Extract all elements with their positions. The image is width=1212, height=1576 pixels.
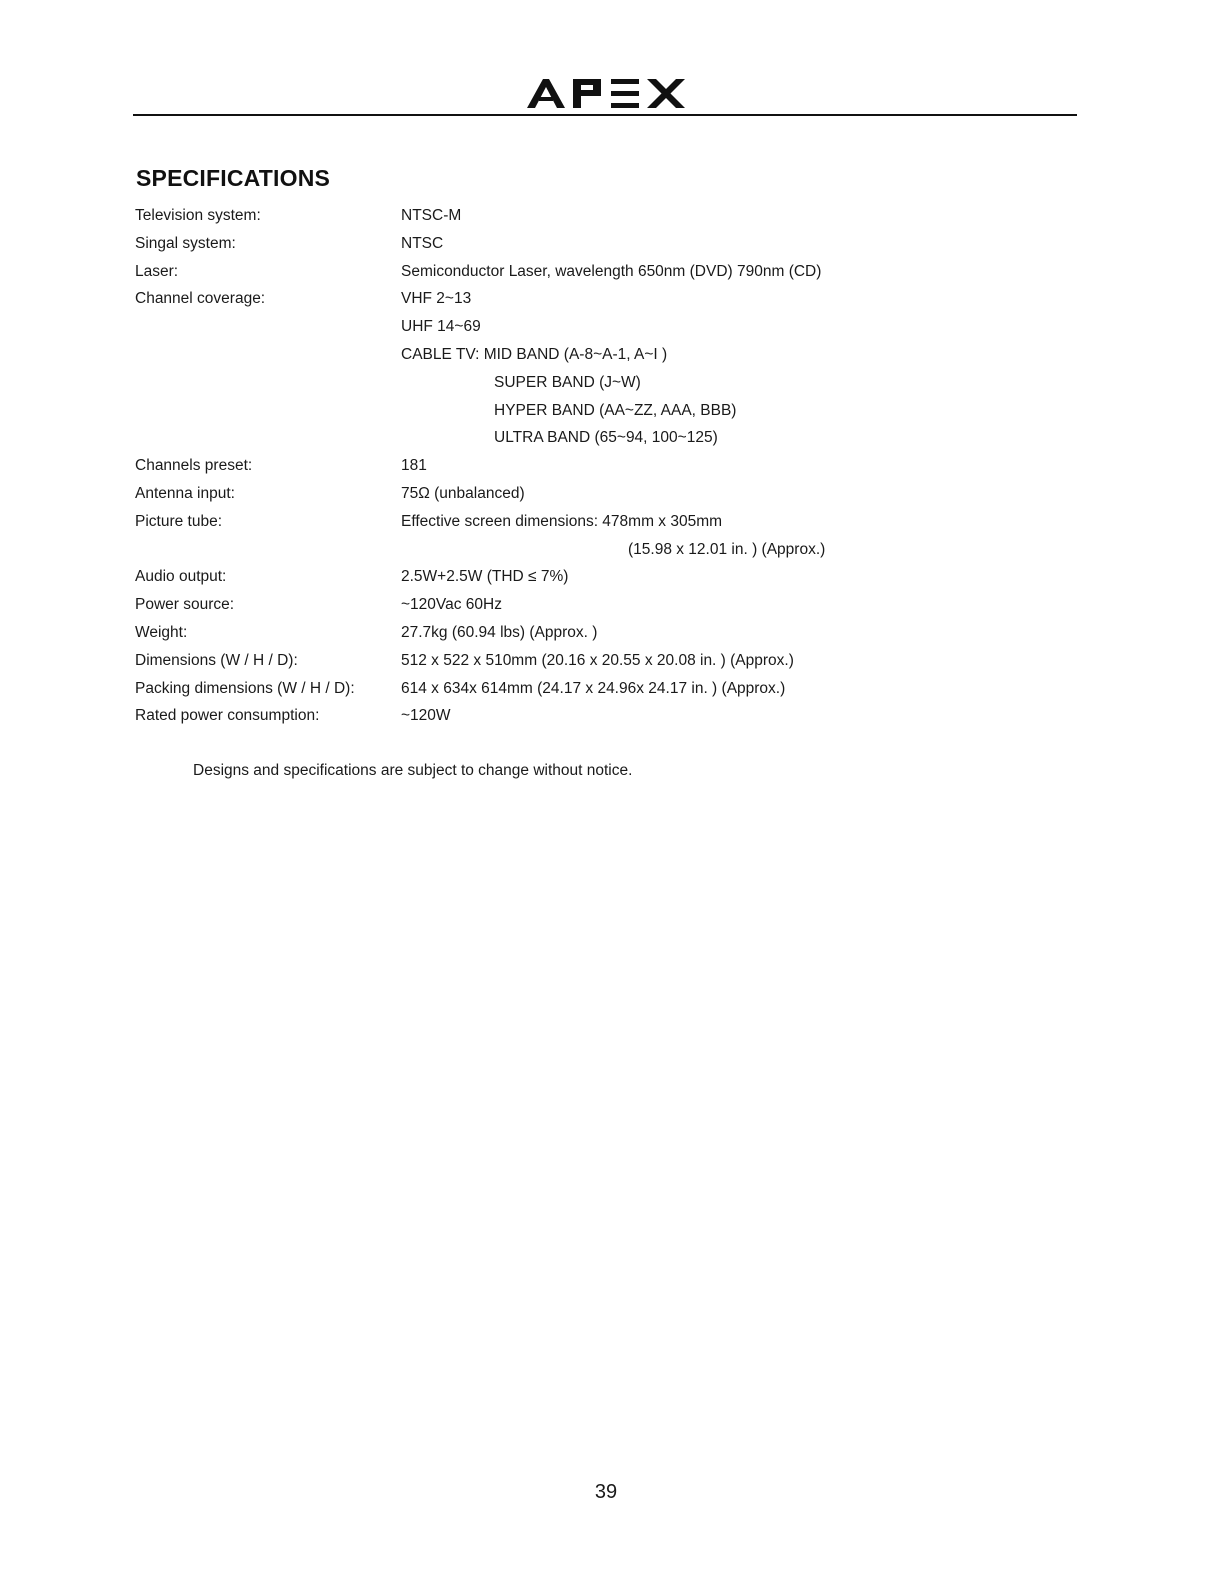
spec-label: Power source: bbox=[135, 596, 235, 614]
spec-label: Weight: bbox=[135, 623, 188, 641]
page-title: SPECIFICATIONS bbox=[136, 165, 331, 191]
spec-row bbox=[135, 510, 995, 538]
spec-row bbox=[135, 260, 995, 288]
spec-row bbox=[135, 454, 995, 482]
spec-label: Laser: bbox=[135, 262, 179, 280]
spec-value: ~120Vac 60Hz bbox=[401, 596, 502, 614]
spec-value: 75Ω (unbalanced) bbox=[401, 484, 525, 502]
spec-value: Effective screen dimensions: 478mm x 305mm bbox=[401, 512, 723, 530]
spec-row bbox=[135, 677, 995, 705]
spec-value: UHF 14~69 bbox=[401, 318, 481, 336]
spec-row bbox=[135, 371, 995, 399]
spec-row bbox=[135, 649, 995, 677]
spec-label: Television system: bbox=[135, 207, 261, 224]
spec-row bbox=[135, 426, 995, 454]
spec-value: 614 x 634x 614mm (24.17 x 24.96x 24.17 in. ) (Approx.) bbox=[401, 679, 786, 697]
spec-value: ~120W bbox=[401, 707, 451, 725]
spec-row bbox=[135, 287, 995, 315]
spec-value: SUPER BAND (J~W) bbox=[494, 373, 641, 391]
spec-row bbox=[135, 315, 995, 343]
disclaimer-note: Designs and specifications are subject to change without notice. bbox=[193, 762, 633, 779]
apex-logo bbox=[525, 76, 687, 110]
spec-row bbox=[135, 565, 995, 593]
spec-value: CABLE TV: MID BAND (A-8~A-1, A~I ) bbox=[401, 345, 668, 363]
spec-label: Picture tube: bbox=[135, 512, 223, 530]
spec-label: Channels preset: bbox=[135, 457, 253, 475]
spec-row bbox=[135, 399, 995, 427]
spec-value: NTSC-M bbox=[401, 207, 462, 224]
spec-row bbox=[135, 621, 995, 649]
spec-value: 512 x 522 x 510mm (20.16 x 20.55 x 20.08 in. ) (Approx.) bbox=[401, 651, 794, 669]
spec-label: Rated power consumption: bbox=[135, 707, 320, 725]
spec-value: 27.7kg (60.94 lbs) (Approx. ) bbox=[401, 623, 598, 641]
spec-value: ULTRA BAND (65~94, 100~125) bbox=[494, 429, 718, 447]
spec-value: HYPER BAND (AA~ZZ, AAA, BBB) bbox=[494, 401, 737, 419]
header-rule bbox=[133, 114, 1077, 116]
spec-value: Semiconductor Laser, wavelength 650nm (DVD) 790nm (CD) bbox=[401, 262, 822, 280]
spec-label: Packing dimensions (W / H / D): bbox=[135, 679, 355, 697]
specifications-list bbox=[135, 204, 995, 732]
spec-label: Singal system: bbox=[135, 234, 236, 252]
spec-row bbox=[135, 232, 995, 260]
spec-label: Dimensions (W / H / D): bbox=[135, 651, 298, 669]
spec-row bbox=[135, 593, 995, 621]
spec-label: Antenna input: bbox=[135, 484, 235, 502]
spec-row bbox=[135, 204, 995, 232]
spec-value: 2.5W+2.5W (THD ≤ 7%) bbox=[401, 568, 569, 586]
spec-value: (15.98 x 12.01 in. ) (Approx.) bbox=[628, 540, 826, 558]
spec-value: NTSC bbox=[401, 234, 444, 252]
page-number: 39 bbox=[594, 1481, 618, 1503]
spec-row bbox=[135, 704, 995, 732]
spec-row bbox=[135, 343, 995, 371]
spec-value: VHF 2~13 bbox=[401, 290, 472, 308]
spec-value: 181 bbox=[401, 457, 427, 475]
spec-row bbox=[135, 538, 995, 566]
spec-row bbox=[135, 482, 995, 510]
spec-label: Channel coverage: bbox=[135, 290, 266, 308]
spec-label: Audio output: bbox=[135, 568, 227, 586]
